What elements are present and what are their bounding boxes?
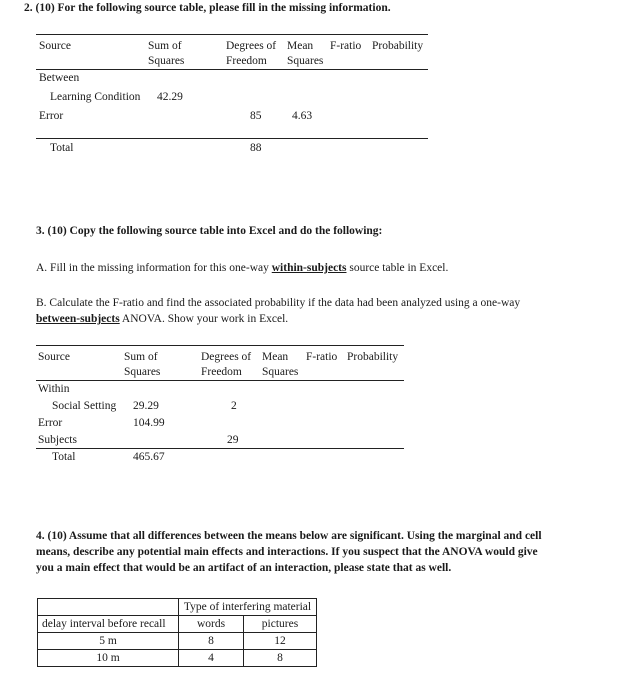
q2-total-df: 88 [250, 142, 262, 154]
q2-header-f: F-ratio [330, 40, 362, 52]
q4-line-2: means, describe any potential main effects and interactions. If you suspect that the ANOVA would give [36, 546, 538, 558]
q2-total-rule [36, 138, 428, 139]
q3-heading: 3. (10) Copy the following source table into Excel and do the following: [36, 225, 383, 237]
q2-between-label: Between [39, 72, 80, 84]
q4-table-col-words: words [179, 616, 244, 633]
q3-header-rule [36, 380, 404, 381]
q4-cell-pictures: 8 [244, 650, 317, 667]
q3-header-f: F-ratio [306, 351, 338, 363]
q2-header-rule [36, 69, 428, 70]
q4-line-1: 4. (10) Assume that all differences between the means below are significant. Using the marginal and cell [36, 530, 542, 542]
q3-part-b-post: ANOVA. Show your work in Excel. [119, 313, 289, 325]
table-row [38, 633, 317, 650]
q3-social-df: 2 [231, 400, 237, 412]
q4-cell-words: 4 [179, 650, 244, 667]
table-row [38, 650, 317, 667]
q3-part-a-post: source table in Excel. [346, 262, 449, 274]
q4-table-col-pictures: pictures [244, 616, 317, 633]
q2-header-source: Source [39, 40, 71, 52]
q3-header-ms-2: Squares [262, 366, 299, 378]
q2-error-ms: 4.63 [292, 110, 313, 122]
q4-table-subheader-row [38, 616, 317, 633]
q4-table-corner-cell [38, 599, 179, 616]
q3-subjects-df: 29 [227, 434, 239, 446]
q4-means-table [37, 598, 317, 667]
q3-part-b-line1: B. Calculate the F-ratio and find the associated probability if the data had been analyzed using a one-way [36, 297, 521, 309]
q3-social-label: Social Setting [52, 400, 117, 412]
q3-part-b-emph: between-subjects [36, 313, 120, 325]
q2-header-ss-1: Sum of [148, 40, 182, 52]
q3-total-label: Total [52, 451, 76, 463]
q2-error-df: 85 [250, 110, 262, 122]
q2-header-ms-1: Mean [287, 40, 314, 52]
q3-social-ss: 29.29 [133, 400, 159, 412]
q3-header-df-2: Freedom [201, 366, 242, 378]
q2-header-df-2: Freedom [226, 55, 267, 67]
q2-total-label: Total [50, 142, 74, 154]
q3-subjects-label: Subjects [38, 434, 77, 446]
q2-header-df-1: Degrees of [226, 40, 277, 52]
q3-header-df-1: Degrees of [201, 351, 252, 363]
q2-learning-ss: 42.29 [157, 91, 183, 103]
q3-within-label: Within [38, 383, 70, 395]
q4-table-header-row [38, 599, 317, 616]
q3-header-p: Probability [347, 351, 399, 363]
q3-part-a-emph: within-subjects [271, 262, 347, 274]
q3-part-a [36, 262, 448, 274]
q2-top-rule [36, 34, 428, 35]
q2-heading: 2. (10) For the following source table, please fill in the missing information. [24, 2, 391, 14]
q2-error-label: Error [39, 110, 64, 122]
q3-error-label: Error [38, 417, 63, 429]
q3-top-rule [36, 345, 404, 346]
q3-header-ms-1: Mean [262, 351, 289, 363]
q3-header-ss-2: Squares [124, 366, 161, 378]
q3-total-ss: 465.67 [133, 451, 165, 463]
q2-header-p: Probability [372, 40, 424, 52]
q4-row-label: 10 m [38, 650, 179, 667]
q2-header-ss-2: Squares [148, 55, 185, 67]
q3-header-ss-1: Sum of [124, 351, 158, 363]
q3-part-a-pre: A. Fill in the missing information for this one-way [36, 262, 272, 274]
q4-line-3: you a main effect that would be an artifact of an interaction, please state that as well. [36, 562, 452, 574]
q4-table-row-header: delay interval before recall [38, 616, 179, 633]
q4-cell-words: 8 [179, 633, 244, 650]
q2-header-ms-2: Squares [287, 55, 324, 67]
q4-cell-pictures: 12 [244, 633, 317, 650]
q3-error-ss: 104.99 [133, 417, 165, 429]
q3-total-rule [36, 448, 404, 449]
q2-learning-label: Learning Condition [50, 91, 141, 103]
q4-row-label: 5 m [38, 633, 179, 650]
q3-header-source: Source [38, 351, 70, 363]
q3-part-b-line2 [36, 313, 288, 325]
q4-table-top-header: Type of interfering material [179, 599, 317, 616]
